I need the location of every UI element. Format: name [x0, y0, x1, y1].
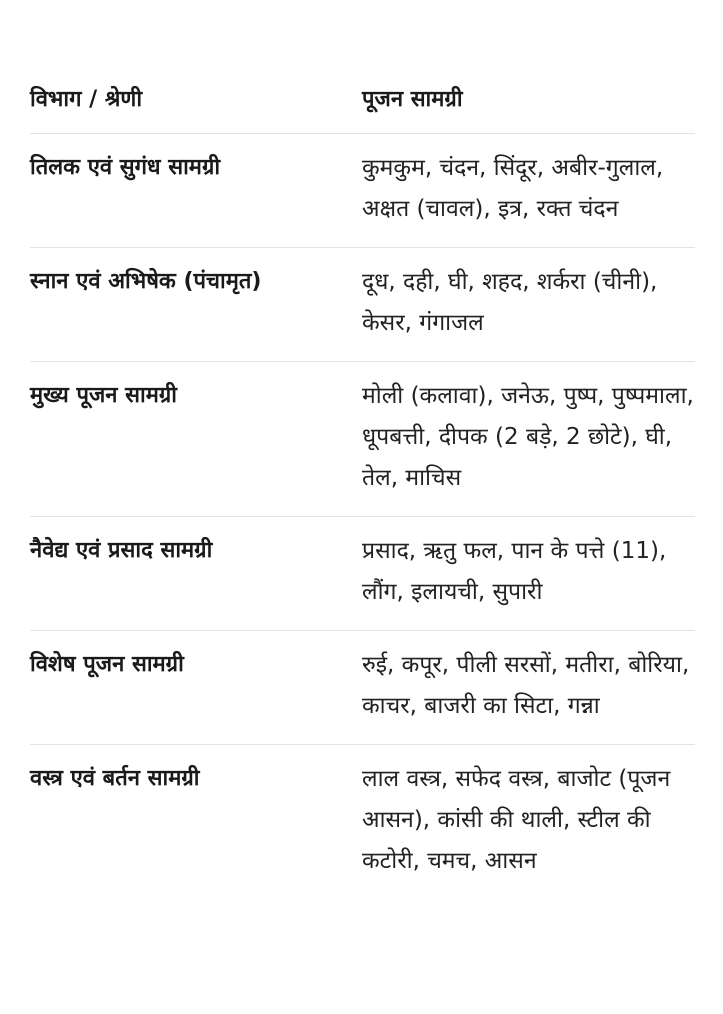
- row-items: दूध, दही, घी, शहद, शर्करा (चीनी), केसर, गंगाजल: [362, 269, 658, 336]
- row-category: वस्त्र एवं बर्तन सामग्री: [30, 766, 200, 791]
- row-category: तिलक एवं सुगंध सामग्री: [30, 155, 221, 180]
- row-category: मुख्य पूजन सामग्री: [30, 383, 177, 408]
- table-row: [30, 745, 695, 899]
- row-items: मोली (कलावा), जनेऊ, पुष्प, पुष्पमाला, धूपबत्ती, दीपक (2 बड़े, 2 छोटे), घी, तेल, माचिस: [362, 383, 694, 491]
- puja-samagri-table: [30, 70, 695, 899]
- header-items: पूजन सामग्री: [362, 87, 463, 112]
- table-row: [30, 248, 695, 362]
- header-category: विभाग / श्रेणी: [30, 87, 143, 112]
- table-row: [30, 362, 695, 517]
- row-category: स्नान एवं अभिषेक (पंचामृत): [30, 269, 262, 294]
- table-row: [30, 517, 695, 631]
- table-row: [30, 631, 695, 745]
- row-items: लाल वस्त्र, सफेद वस्त्र, बाजोट (पूजन आसन), कांसी की थाली, स्टील की कटोरी, चमच, आसन: [362, 766, 671, 874]
- row-items: रुई, कपूर, पीली सरसों, मतीरा, बोरिया, काचर, बाजरी का सिटा, गन्ना: [362, 652, 690, 719]
- table-row: [30, 134, 695, 248]
- row-category: नैवेद्य एवं प्रसाद सामग्री: [30, 538, 213, 563]
- row-category: विशेष पूजन सामग्री: [30, 652, 184, 677]
- row-items: कुमकुम, चंदन, सिंदूर, अबीर-गुलाल, अक्षत (चावल), इत्र, रक्त चंदन: [362, 155, 664, 222]
- table-header-row: [30, 70, 695, 134]
- row-items: प्रसाद, ऋतु फल, पान के पत्ते (11), लौंग, इलायची, सुपारी: [362, 538, 667, 605]
